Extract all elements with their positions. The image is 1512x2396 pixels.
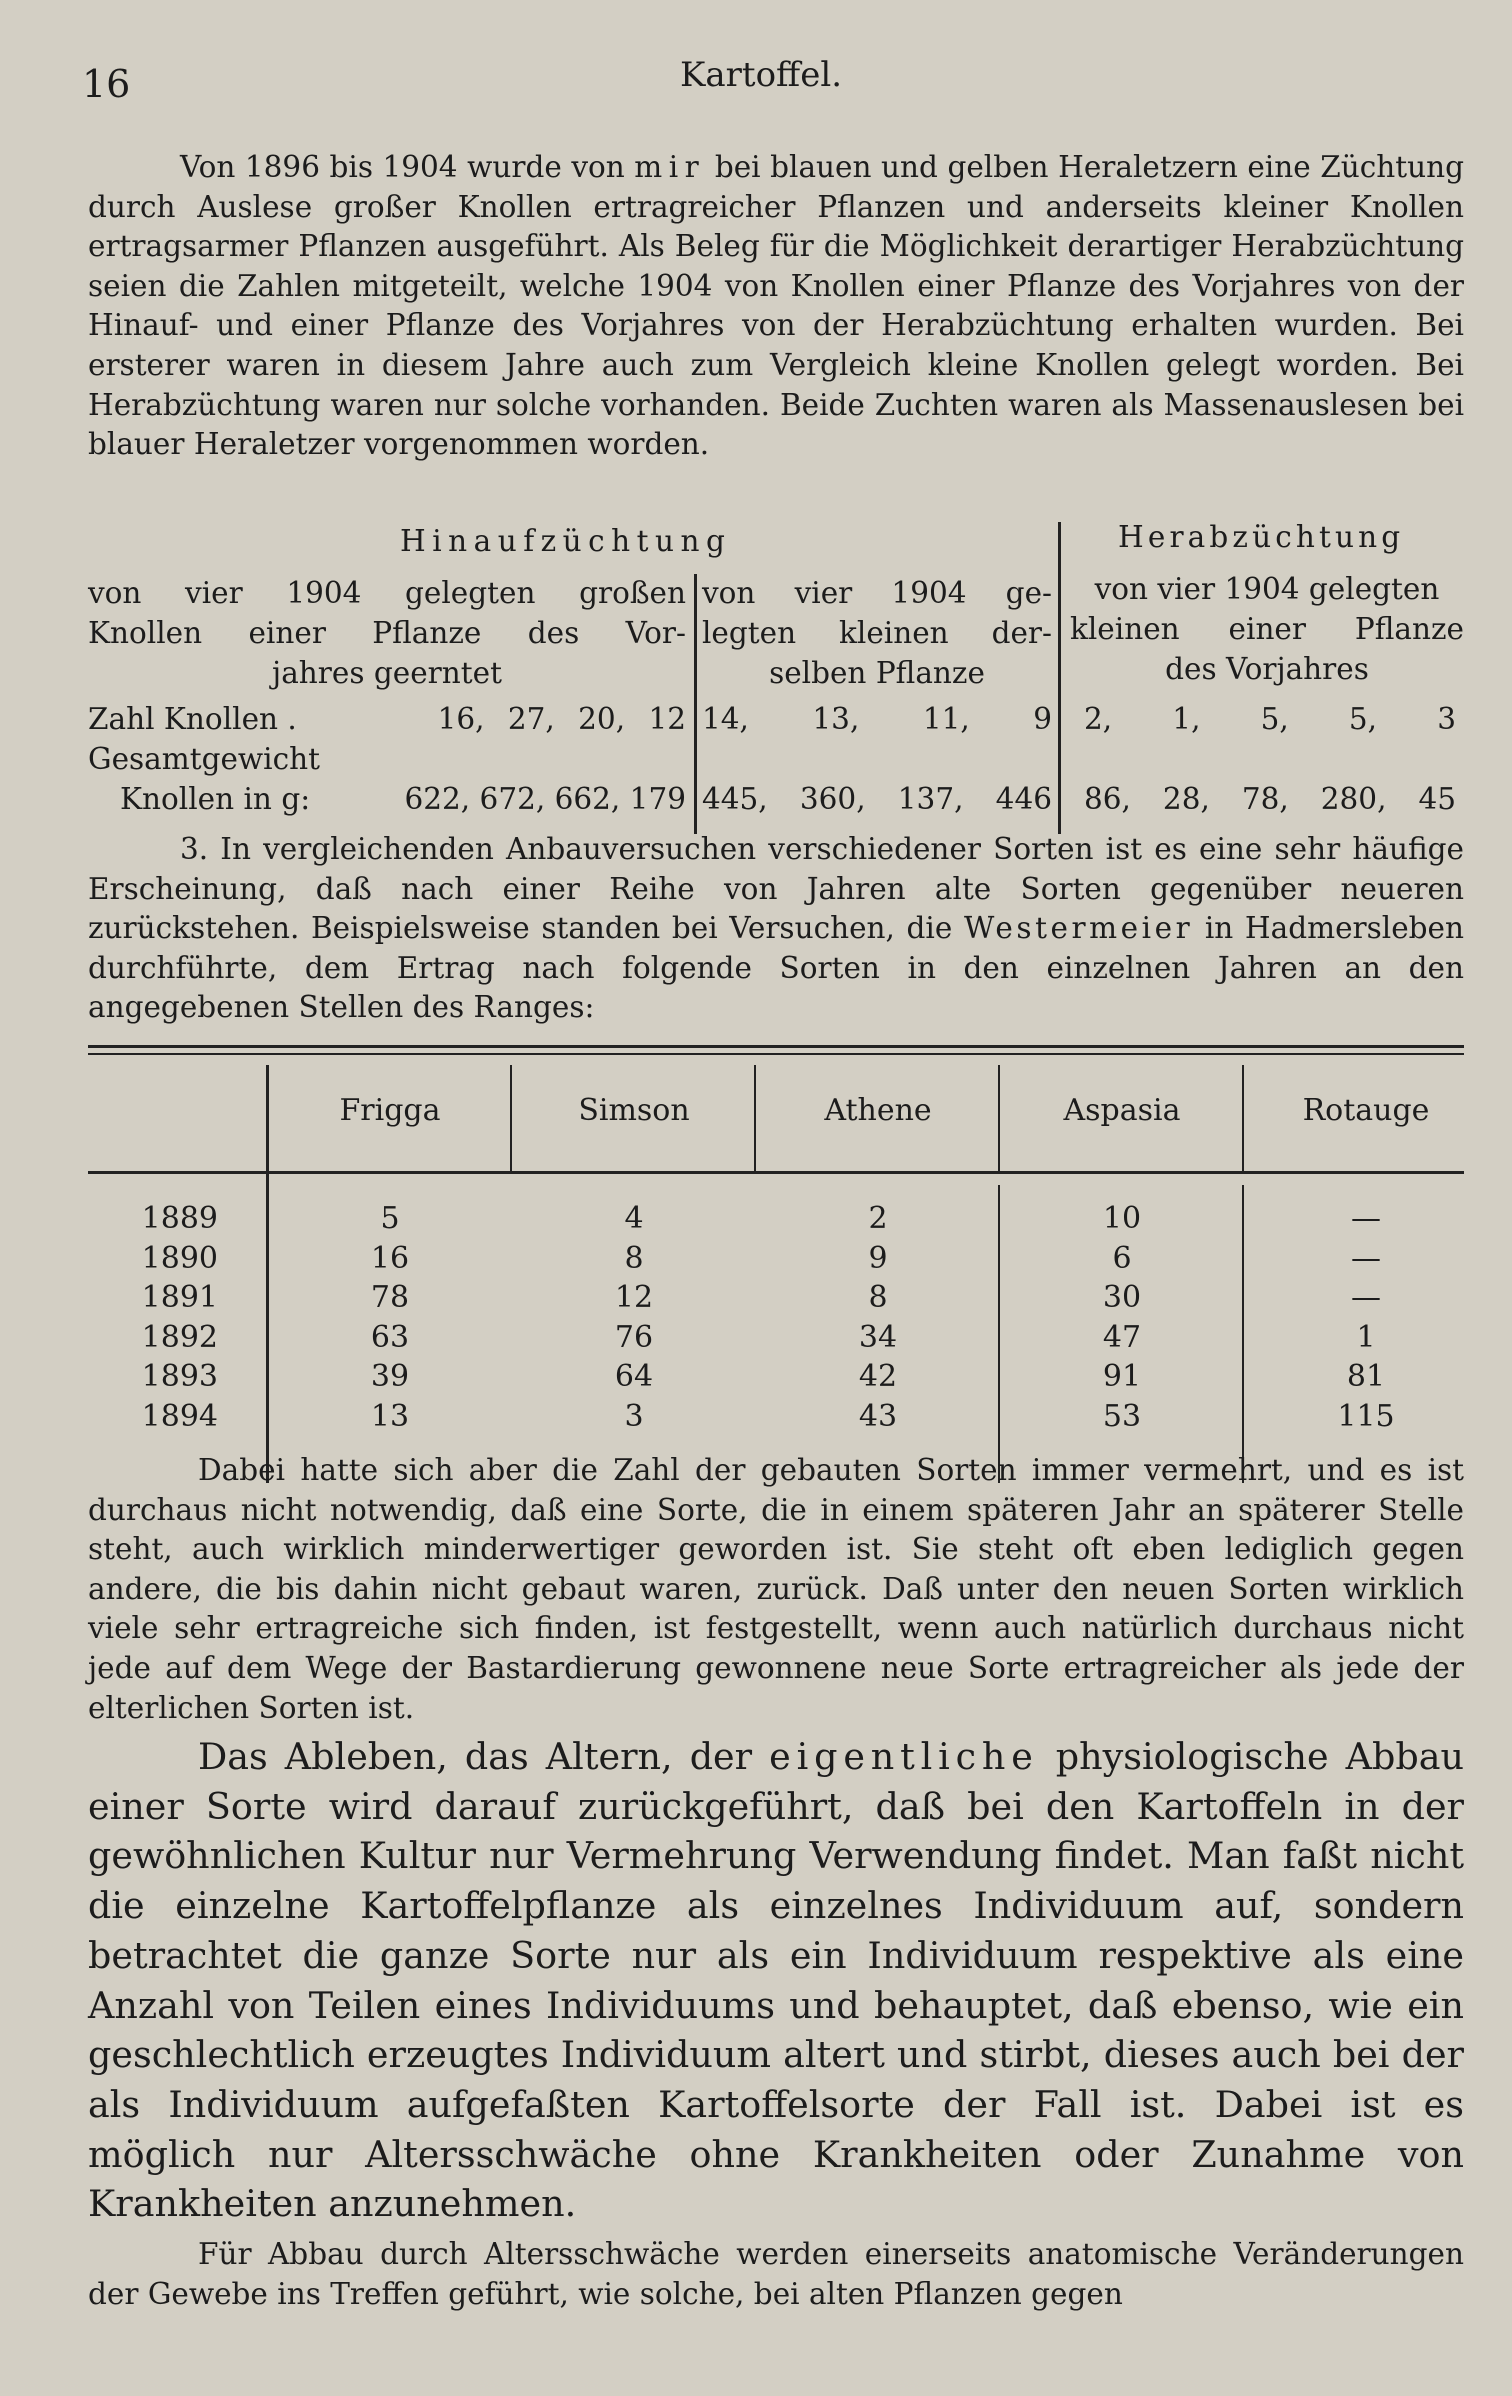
weight-hinauf-large: 622, 672, 662, 179: [404, 782, 686, 816]
variety-header-rotauge: Rotauge: [1302, 1093, 1430, 1128]
col3-head-line2: kleinen einer Pflanze: [1070, 612, 1464, 646]
col-divider-4: [1242, 1065, 1244, 1171]
year-divider: [266, 1065, 269, 1483]
rank-cell: 4: [624, 1201, 644, 1236]
top-rule-1: [88, 1045, 1464, 1048]
year-cell: 1893: [141, 1359, 218, 1394]
rank-cell: 53: [1102, 1398, 1142, 1434]
rank-cell: 34: [858, 1319, 898, 1355]
rank-cell: 30: [1102, 1280, 1142, 1315]
col1-head-line1: von vier 1904 gelegten großen: [88, 576, 686, 610]
rank-cell: 81: [1346, 1359, 1386, 1394]
rank-cell: 13: [370, 1398, 410, 1434]
row-label-weight-a: Gesamtgewicht: [88, 742, 320, 776]
rank-cell: 76: [614, 1319, 654, 1355]
col1-head-line3: jahres geerntet: [272, 656, 502, 690]
rank-cell: 115: [1337, 1398, 1395, 1434]
paragraph-2: [88, 830, 1464, 1028]
rank-cell: 12: [614, 1280, 654, 1315]
rank-cell: 43: [858, 1398, 898, 1434]
variety-header-frigga: Frigga: [339, 1093, 441, 1128]
year-cell: 1890: [141, 1240, 218, 1276]
paragraph-1-lead: Von 1896 bis 1904 wurde von: [180, 150, 635, 184]
divider-main: [1058, 522, 1061, 834]
count-hinauf-large: 16, 27, 20, 12: [437, 702, 686, 736]
col3-head-line3: des Vorjahres: [1165, 652, 1369, 686]
col-divider-3: [998, 1065, 1000, 1171]
rank-cell: 8: [624, 1240, 644, 1276]
rank-cell: —: [1351, 1240, 1381, 1276]
col2-head-line1: von vier 1904 ge-: [702, 576, 1052, 610]
col-divider-4-body: [1242, 1185, 1244, 1483]
rank-cell: 39: [370, 1359, 410, 1394]
col2-head-line2: legten kleinen der-: [702, 616, 1052, 650]
rank-cell: 91: [1102, 1359, 1142, 1394]
col3-head-line1: von vier 1904 gelegten: [1094, 572, 1440, 606]
group-heading-hinauf: Hinaufzüchtung: [400, 524, 732, 558]
row-label-weight-b: Knollen in g:: [120, 782, 311, 816]
paragraph-1: [88, 148, 1464, 465]
col1-head-line2: Knollen einer Pflanze des Vor-: [88, 616, 686, 650]
rank-cell: 63: [370, 1319, 410, 1355]
rank-cell: 64: [614, 1359, 654, 1394]
paragraph-5: Für Abbau durch Altersschwäche werden einerseits anatomische Veränderungen der Gewebe ins Treffen geführt, wie solche, bei alten Pflanzen gegen: [88, 2237, 1464, 2311]
col-divider-2: [754, 1065, 756, 1171]
page-number: 16: [82, 62, 131, 106]
rank-cell: 2: [868, 1201, 888, 1236]
rank-cell: 8: [868, 1280, 888, 1315]
weight-hinauf-small: 445, 360, 137, 446: [702, 782, 1052, 816]
year-cell: 1891: [141, 1280, 218, 1315]
variety-header-simson: Simson: [578, 1093, 690, 1128]
paragraph-4-rest: physiologische Abbau einer Sorte wird darauf zurückgeführt, daß bei den Kartoffeln in der gewöhnlichen Kultur nur Vermehrung Verwendung findet. Man faßt nicht die einzelne Kartoffelpflanze als einzelnes Individuum auf, sondern betrachtet die ganze Sorte nur als ein Individuum respektive als eine Anzahl von Teilen eines Individuums und behauptet, daß ebenso, wie ein geschlechtlich erzeugtes Individuum altert und stirbt, dieses auch bei der als Individuum aufgefaßten Kartoffelsorte der Fall ist. Dabei ist es möglich nur Altersschwäche ohne Krankheiten oder Zunahme von Krankheiten anzunehmen.: [88, 1735, 1464, 2226]
paragraph-4: [88, 1732, 1464, 2229]
paragraph-1-emphasis: mir: [634, 150, 706, 184]
breeding-table: [88, 518, 1464, 838]
rank-cell: 47: [1102, 1319, 1142, 1355]
col-divider-3-body: [998, 1185, 1000, 1483]
divider-inner: [694, 574, 697, 834]
count-herab: 2, 1, 5, 5, 3: [1084, 702, 1456, 736]
running-title: Kartoffel.: [680, 55, 843, 95]
row-label-count: Zahl Knollen .: [88, 702, 297, 736]
paragraph-3: Dabei hatte sich aber die Zahl der gebauten Sorten immer vermehrt, und es ist durchaus nicht notwendig, daß eine Sorte, die in einem späteren Jahr an späterer Stelle steht, auch wirklich minderwertiger geworden ist. Sie steht oft eben lediglich gegen andere, die bis dahin nicht gebaut waren, zurück. Daß unter den neuen Sorten wirklich viele sehr ertragreiche sich finden, ist festgestellt, wenn auch natürlich durchaus nicht jede auf dem Wege der Bastardierung gewonnene neue Sorte ertragreicher als jede der elterlichen Sorten ist.: [88, 1453, 1464, 1725]
rank-cell: 42: [858, 1359, 898, 1394]
variety-header-aspasia: Aspasia: [1063, 1093, 1181, 1128]
year-cell: 1892: [141, 1319, 218, 1355]
rank-cell: 78: [370, 1280, 410, 1315]
count-hinauf-small: 14, 13, 11, 9: [702, 702, 1052, 736]
weight-herab: 86, 28, 78, 280, 45: [1084, 782, 1456, 816]
paragraph-2-emphasis: Westermeier: [963, 911, 1194, 946]
rank-cell: —: [1351, 1201, 1381, 1236]
rank-cell: 1: [1356, 1319, 1376, 1355]
paragraph-1-rest: bei blauen und gelben Heraletzern eine Züchtung durch Auslese großer Knollen ertragreicher Pflanzen und anderseits kleiner Knollen ertragsarmer Pflanzen ausgeführt. Als Beleg für die Möglichkeit derartiger Herabzüchtung seien die Zahlen mitgeteilt, welche 1904 von Knollen einer Pflanze des Vorjahres von der Hinauf- und einer Pflanze des Vorjahres von der Herabzüchtung erhalten wurden. Bei ersterer waren in diesem Jahre auch zum Vergleich kleine Knollen gelegt worden. Bei Herabzüchtung waren nur solche vorhanden. Beide Zuchten waren als Massenauslesen bei blauer Heraletzer vorgenommen worden.: [88, 150, 1464, 462]
rank-cell: 5: [380, 1201, 400, 1236]
rank-cell: 9: [868, 1240, 888, 1276]
rank-cell: —: [1351, 1280, 1381, 1315]
col-divider-1: [510, 1065, 512, 1171]
year-cell: 1889: [141, 1201, 218, 1236]
top-rule-2: [88, 1053, 1464, 1055]
variety-header-athene: Athene: [824, 1093, 932, 1128]
year-cell: 1894: [141, 1398, 218, 1434]
col2-head-line3: selben Pflanze: [769, 656, 985, 690]
rank-cell: 3: [624, 1398, 644, 1434]
paragraph-2-rest: in Hadmersleben durchführte, dem Ertrag nach folgende Sorten in den einzelnen Jahren an den angegebenen Stellen des Ranges:: [88, 911, 1464, 1025]
group-heading-herab: Herabzüchtung: [1118, 520, 1405, 554]
rank-cell: 6: [1112, 1240, 1132, 1276]
rank-cell: 16: [370, 1240, 410, 1276]
paragraph-4-emphasis: eigentliche: [769, 1735, 1039, 1778]
paragraph-4-lead: Das Ableben, das Altern, der: [198, 1735, 770, 1778]
paragraph-2-lead: 3. In vergleichenden Anbauversuchen verschiedener Sorten ist es eine sehr häufige Erscheinung, daß nach einer Reihe von Jahren alte Sorten gegenüber neueren zurückstehen. Beispielsweise standen bei Versuchen, die: [88, 832, 1464, 946]
variety-rank-table: [88, 1045, 1464, 1441]
header-rule: [88, 1171, 1464, 1174]
rank-cell: 10: [1102, 1201, 1142, 1236]
